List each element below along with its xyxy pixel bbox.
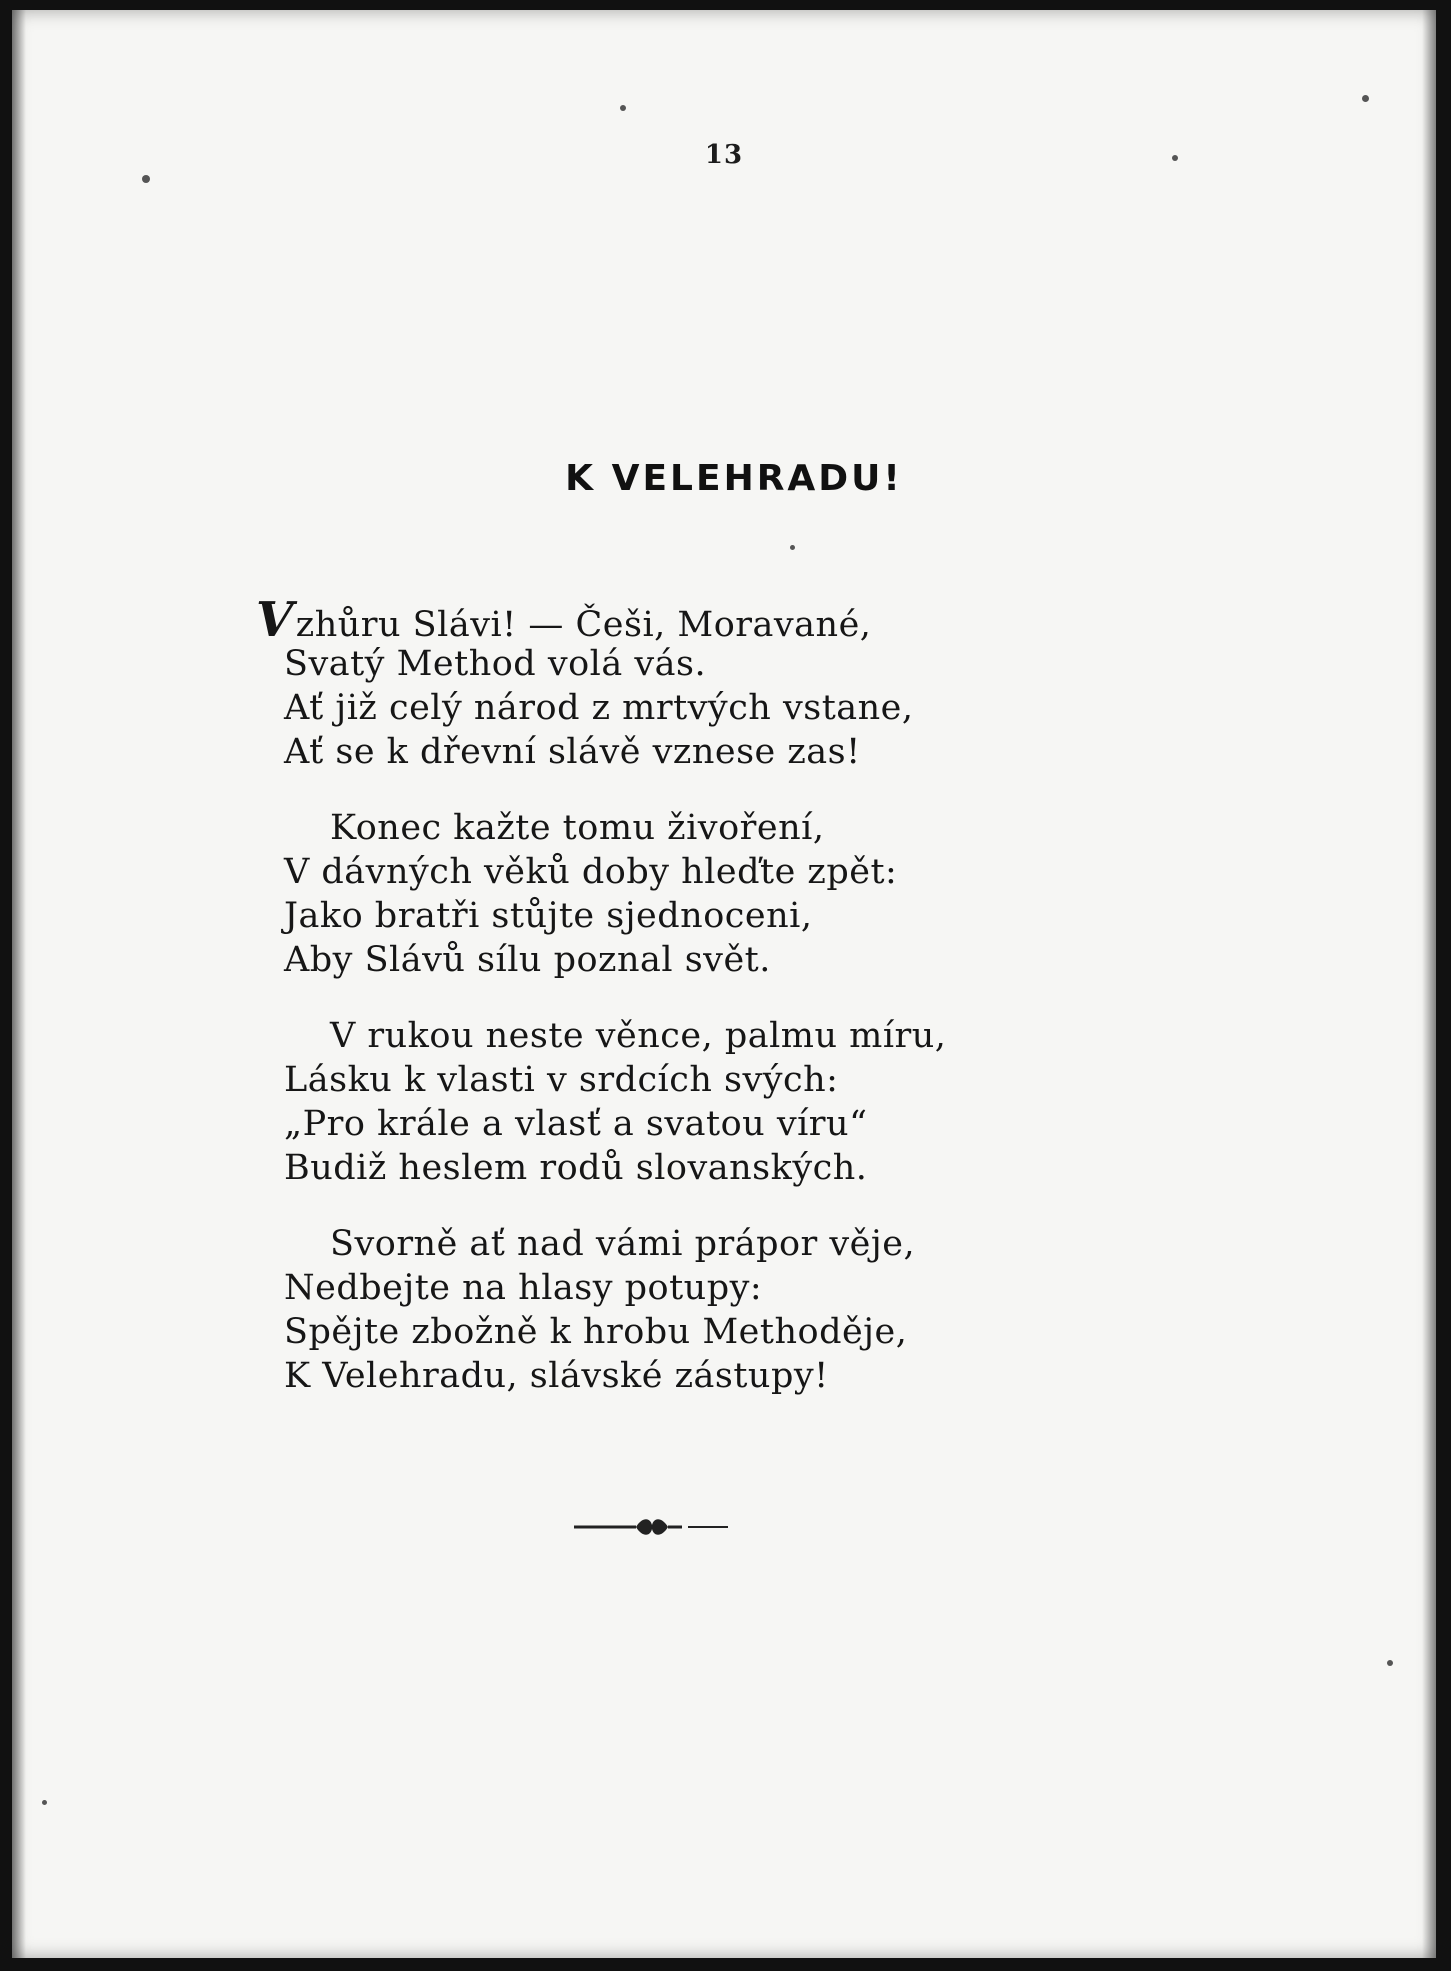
poem-line: K Velehradu, slávské zástupy! [284, 1356, 829, 1396]
poem-line: „Pro krále a vlasť a svatou víru“ [284, 1104, 868, 1144]
poem-line: Budiž heslem rodů slovanských. [284, 1148, 868, 1188]
print-speck [1362, 95, 1369, 102]
poem-line: Svatý Method volá vás. [284, 644, 707, 684]
stanza-3 [284, 1014, 1044, 1190]
poem-line: Jako bratři stůjte sjednoceni, [284, 896, 813, 936]
poem-line: V dávných věků doby hleďte zpět: [284, 852, 898, 892]
print-speck [790, 545, 795, 550]
drop-cap: V [256, 592, 294, 648]
poem-line: Ať již celý národ z mrtvých vstane, [284, 688, 914, 728]
page-number: 13 [704, 140, 744, 170]
print-speck [142, 175, 150, 183]
print-speck [620, 105, 626, 111]
poem-line: Spějte zbožně k hrobu Methoděje, [284, 1312, 908, 1352]
poem-body [256, 592, 1044, 1430]
page-right-edge-shadow [1422, 10, 1436, 1958]
print-speck [1387, 1660, 1393, 1666]
stanza-2 [284, 806, 1044, 982]
stanza-4 [284, 1222, 1044, 1398]
poem-line [256, 592, 1044, 648]
tailpiece-ornament-icon [572, 1512, 732, 1542]
book-page [12, 10, 1436, 1958]
stanza-1 [256, 592, 1044, 774]
page-left-edge-shadow [12, 10, 26, 1958]
poem-line-text: zhůru Slávi! — Češi, Moravané, [295, 605, 872, 645]
poem-line: Nedbejte na hlasy potupy: [284, 1268, 763, 1308]
poem-line: Ať se k dřevní slávě vznese zas! [284, 732, 861, 772]
poem-line: Aby Slávů sílu poznal svět. [284, 940, 771, 980]
poem-line: V rukou neste věnce, palmu míru, [330, 1016, 947, 1056]
poem-line: Lásku k vlasti v srdcích svých: [284, 1060, 839, 1100]
poem-title: K VELEHRADU! [565, 458, 903, 499]
print-speck [42, 1800, 47, 1805]
poem-line: Svorně ať nad vámi prápor věje, [330, 1224, 916, 1264]
poem-line: Konec kažte tomu živoření, [330, 808, 825, 848]
print-speck [1172, 155, 1178, 161]
